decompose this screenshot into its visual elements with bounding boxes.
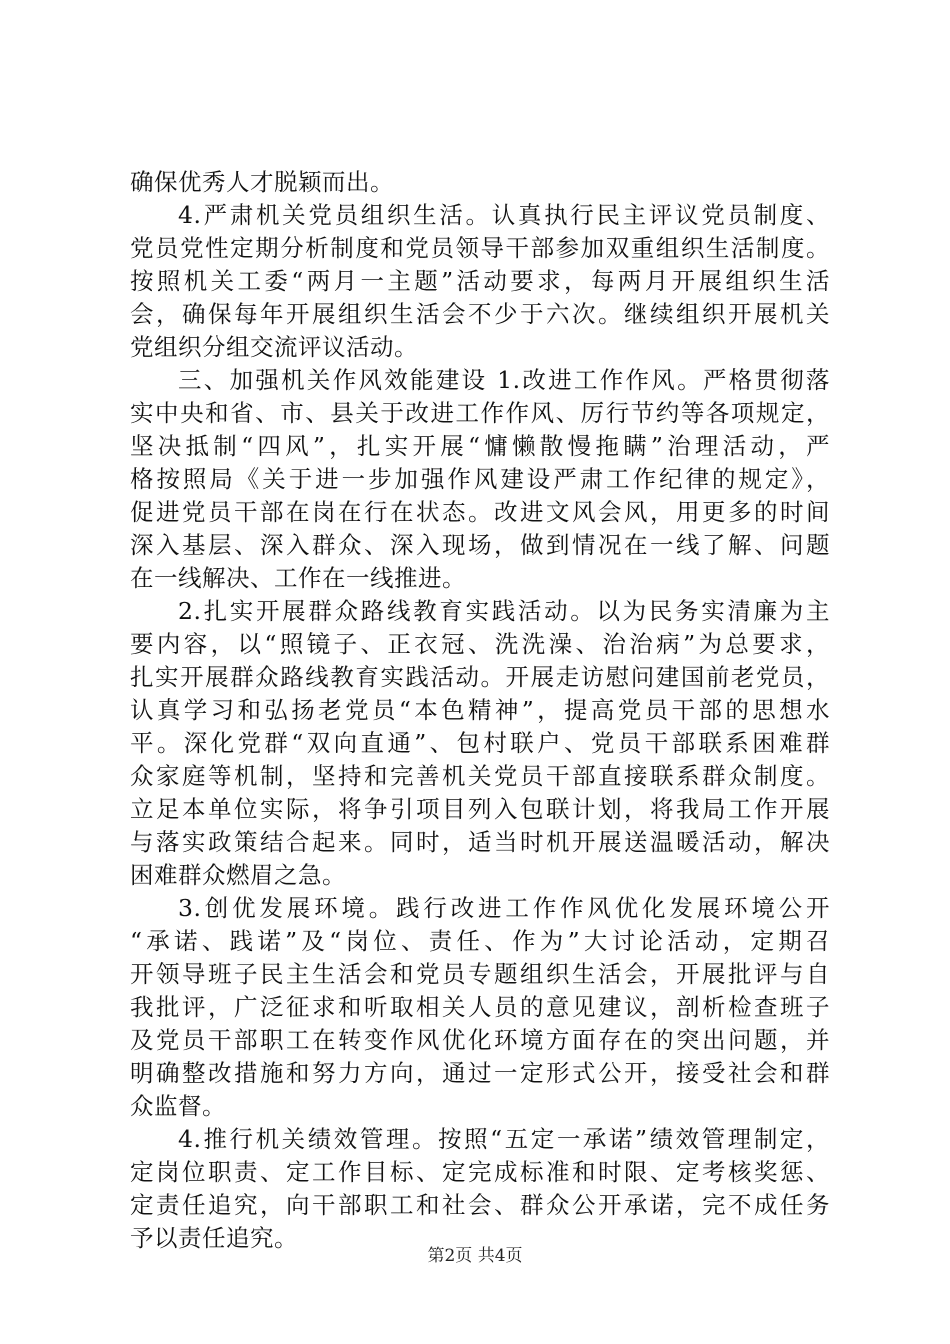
text-line: 党组织分组交流评议活动。 [130,333,418,361]
text-line: 4.严肃机关党员组织生活。认真执行民主评议党员制度、 [178,201,830,229]
text-line: 在一线解决、工作在一线推进。 [130,564,466,592]
text-line: 按照机关工委“两月一主题”活动要求，每两月开展组织生活 [130,267,830,295]
text-line: 坚决抵制“四风”，扎实开展“慵懒散慢拖瞒”治理活动，严 [130,432,830,460]
text-line: 深入基层、深入群众、深入现场，做到情况在一线了解、问题 [130,531,830,559]
text-line: 定责任追究，向干部职工和社会、群众公开承诺，完不成任务 [130,1191,830,1219]
text-line: “承诺、践诺”及“岗位、责任、作为”大讨论活动，定期召 [130,927,830,955]
text-line: 众家庭等机制，坚持和完善机关党员干部直接联系群众制度。 [130,762,830,790]
text-line: 平。深化党群“双向直通”、包村联户、党员干部联系困难群 [130,729,830,757]
text-line: 予以责任追究。 [130,1224,298,1252]
text-line: 众监督。 [130,1092,226,1120]
text-line: 及党员干部职工在转变作风优化环境方面存在的突出问题，并 [130,1026,830,1054]
text-line: 4.推行机关绩效管理。按照“五定一承诺”绩效管理制定， [178,1125,830,1153]
text-line: 实中央和省、市、县关于改进工作作风、厉行节约等各项规定， [130,399,830,427]
text-line: 我批评，广泛征求和听取相关人员的意见建议，剖析检查班子 [130,993,830,1021]
text-line: 党员党性定期分析制度和党员领导干部参加双重组织生活制度。 [130,234,830,262]
text-line: 要内容，以“照镜子、正衣冠、洗洗澡、治治病”为总要求， [130,630,830,658]
text-line: 立足本单位实际，将争引项目列入包联计划，将我局工作开展 [130,795,830,823]
text-line: 确保优秀人才脱颖而出。 [130,168,394,196]
text-line: 3.创优发展环境。践行改进工作作风优化发展环境公开 [178,894,830,922]
text-line: 明确整改措施和努力方向，通过一定形式公开，接受社会和群 [130,1059,830,1087]
text-line: 扎实开展群众路线教育实践活动。开展走访慰问建国前老党员， [130,663,830,691]
text-line: 认真学习和弘扬老党员“本色精神”，提高党员干部的思想水 [130,696,830,724]
text-line: 与落实政策结合起来。同时，适当时机开展送温暖活动，解决 [130,828,830,856]
text-line: 会，确保每年开展组织生活会不少于六次。继续组织开展机关 [130,300,830,328]
text-line: 三、加强机关作风效能建设 1.改进工作作风。严格贯彻落 [178,366,830,394]
page-footer: 第2页 共4页 [427,1246,523,1266]
text-line: 2.扎实开展群众路线教育实践活动。以为民务实清廉为主 [178,597,830,625]
document-body [130,166,830,1255]
text-line: 促进党员干部在岗在行在状态。改进文风会风，用更多的时间 [130,498,830,526]
text-line: 格按照局《关于进一步加强作风建设严肃工作纪律的规定》， [130,465,830,493]
text-line: 开领导班子民主生活会和党员专题组织生活会，开展批评与自 [130,960,830,988]
text-line: 定岗位职责、定工作目标、定完成标准和时限、定考核奖惩、 [130,1158,830,1186]
text-line: 困难群众燃眉之急。 [130,861,346,889]
